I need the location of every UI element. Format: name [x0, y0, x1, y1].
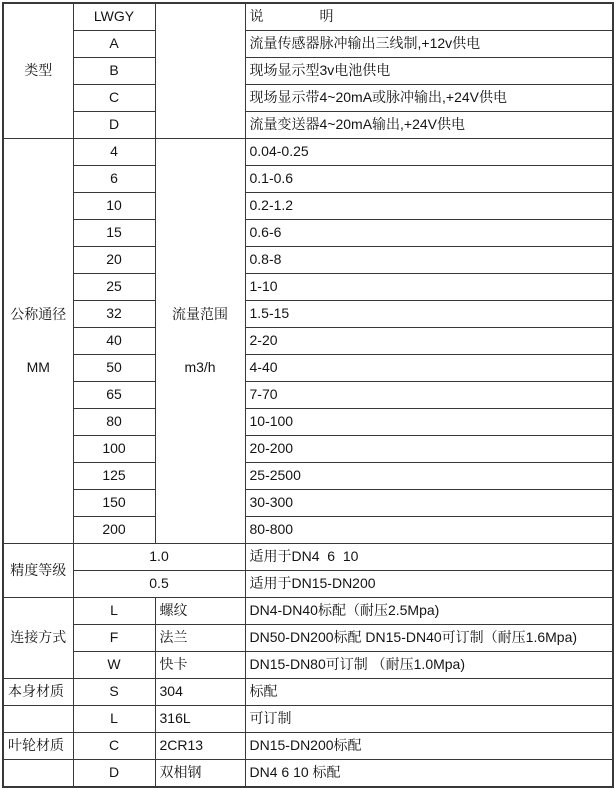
- table-row: [3, 301, 613, 328]
- diameter-label-cell: [3, 139, 73, 544]
- impeller-material-desc-cell: DN15-DN200标配: [245, 733, 613, 760]
- connection-code-cell: F: [73, 625, 155, 652]
- impeller-material-name-cell: 双相钢: [155, 760, 245, 788]
- table-row: [3, 544, 613, 571]
- flow-range-label-line1: 流量范围: [172, 306, 228, 322]
- diameter-size-cell: 20: [73, 247, 155, 274]
- type-code-cell: A: [73, 31, 155, 58]
- diameter-size-cell: 200: [73, 517, 155, 544]
- diameter-size-cell: 32: [73, 301, 155, 328]
- connection-name-cell: 法兰: [155, 625, 245, 652]
- body-material-code-cell: S: [73, 679, 155, 706]
- flow-range-label-line2: m3/h: [184, 358, 216, 375]
- diameter-size-cell: 25: [73, 274, 155, 301]
- table-row: [3, 409, 613, 436]
- table-row: [3, 625, 613, 652]
- table-row: [3, 679, 613, 706]
- flow-range-value-cell: 80-800: [245, 517, 613, 544]
- connection-desc-cell: DN4-DN40标配（耐压2.5Mpa): [245, 598, 613, 625]
- table-row: [3, 571, 613, 598]
- connection-desc-cell: DN15-DN80可订制 （耐压1.0Mpa): [245, 652, 613, 679]
- table-row: [3, 760, 613, 788]
- table-row: [3, 220, 613, 247]
- table-row: [3, 58, 613, 85]
- diameter-size-cell: 125: [73, 463, 155, 490]
- flow-range-value-cell: 10-100: [245, 409, 613, 436]
- flow-range-value-cell: 0.6-6: [245, 220, 613, 247]
- flow-range-value-cell: 1.5-15: [245, 301, 613, 328]
- diameter-size-cell: 6: [73, 166, 155, 193]
- table-row: [3, 382, 613, 409]
- table-row: [3, 3, 613, 31]
- type-code-cell: B: [73, 58, 155, 85]
- body-material-code-cell: L: [73, 706, 155, 733]
- body-material-label-cell: 本身材质: [3, 679, 73, 706]
- body-material-desc-cell: 标配: [245, 679, 613, 706]
- table-row: [3, 166, 613, 193]
- connection-desc-cell: DN50-DN200标配 DN15-DN40可订制（耐压1.6Mpa): [245, 625, 613, 652]
- diameter-size-cell: 10: [73, 193, 155, 220]
- table-row: [3, 490, 613, 517]
- table-row: [3, 274, 613, 301]
- type-desc-cell: 现场显示型3v电池供电: [245, 58, 613, 85]
- body-material-name-cell: 316L: [155, 706, 245, 733]
- table-row: [3, 31, 613, 58]
- diameter-size-cell: 50: [73, 355, 155, 382]
- flow-range-value-cell: 30-300: [245, 490, 613, 517]
- body-material-name-cell: 304: [155, 679, 245, 706]
- table-row: [3, 247, 613, 274]
- connection-code-cell: L: [73, 598, 155, 625]
- flow-range-value-cell: 0.2-1.2: [245, 193, 613, 220]
- impeller-material-name-cell: 2CR13: [155, 733, 245, 760]
- impeller-material-label-cell: [3, 760, 73, 788]
- connection-label-cell: 连接方式: [3, 598, 73, 679]
- spec-table: [2, 2, 614, 788]
- diameter-size-cell: 40: [73, 328, 155, 355]
- accuracy-label-cell: 精度等级: [3, 544, 73, 598]
- type-code-cell: D: [73, 112, 155, 139]
- flow-range-value-cell: 7-70: [245, 382, 613, 409]
- diameter-label-line1: 公称通径: [10, 306, 67, 322]
- diameter-size-cell: 80: [73, 409, 155, 436]
- flow-range-value-cell: 2-20: [245, 328, 613, 355]
- table-row: [3, 463, 613, 490]
- type-desc-cell: 现场显示带4~20mA或脉冲输出,+24V供电: [245, 85, 613, 112]
- impeller-material-code-cell: C: [73, 733, 155, 760]
- type-code-cell: C: [73, 85, 155, 112]
- table-row: [3, 598, 613, 625]
- type-label-cell: 类型: [3, 3, 73, 139]
- flow-range-value-cell: 20-200: [245, 436, 613, 463]
- type-spacer-cell: [155, 3, 245, 139]
- table-row: [3, 328, 613, 355]
- table-row: [3, 706, 613, 733]
- flow-range-label-cell: [155, 139, 245, 544]
- connection-code-cell: W: [73, 652, 155, 679]
- impeller-material-code-cell: D: [73, 760, 155, 788]
- body-material-desc-cell: 可订制: [245, 706, 613, 733]
- flow-range-value-cell: 4-40: [245, 355, 613, 382]
- accuracy-value-cell: 0.5: [73, 571, 245, 598]
- table-row: [3, 85, 613, 112]
- table-row: [3, 652, 613, 679]
- connection-name-cell: 螺纹: [155, 598, 245, 625]
- impeller-material-label-cell: 叶轮材质: [3, 733, 73, 760]
- diameter-size-cell: 150: [73, 490, 155, 517]
- diameter-size-cell: 4: [73, 139, 155, 166]
- table-row: [3, 517, 613, 544]
- table-row: [3, 139, 613, 166]
- connection-name-cell: 快卡: [155, 652, 245, 679]
- body-material-label-cell: [3, 706, 73, 733]
- flow-range-value-cell: 0.8-8: [245, 247, 613, 274]
- model-code-cell: LWGY: [73, 3, 155, 31]
- flow-range-value-cell: 0.1-0.6: [245, 166, 613, 193]
- impeller-material-desc-cell: DN4 6 10 标配: [245, 760, 613, 788]
- accuracy-value-cell: 1.0: [73, 544, 245, 571]
- table-row: [3, 436, 613, 463]
- diameter-size-cell: 15: [73, 220, 155, 247]
- diameter-size-cell: 65: [73, 382, 155, 409]
- diameter-label-line2: MM: [26, 358, 50, 375]
- flow-range-value-cell: 1-10: [245, 274, 613, 301]
- accuracy-desc-cell: 适用于DN4 6 10: [245, 544, 613, 571]
- desc-header-cell: 说 明: [245, 3, 613, 31]
- diameter-size-cell: 100: [73, 436, 155, 463]
- type-desc-cell: 流量变送器4~20mA输出,+24V供电: [245, 112, 613, 139]
- table-row: [3, 193, 613, 220]
- table-row: [3, 112, 613, 139]
- type-desc-cell: 流量传感器脉冲输出三线制,+12v供电: [245, 31, 613, 58]
- table-row: [3, 733, 613, 760]
- accuracy-desc-cell: 适用于DN15-DN200: [245, 571, 613, 598]
- flow-range-value-cell: 0.04-0.25: [245, 139, 613, 166]
- table-row: [3, 355, 613, 382]
- flow-range-value-cell: 25-2500: [245, 463, 613, 490]
